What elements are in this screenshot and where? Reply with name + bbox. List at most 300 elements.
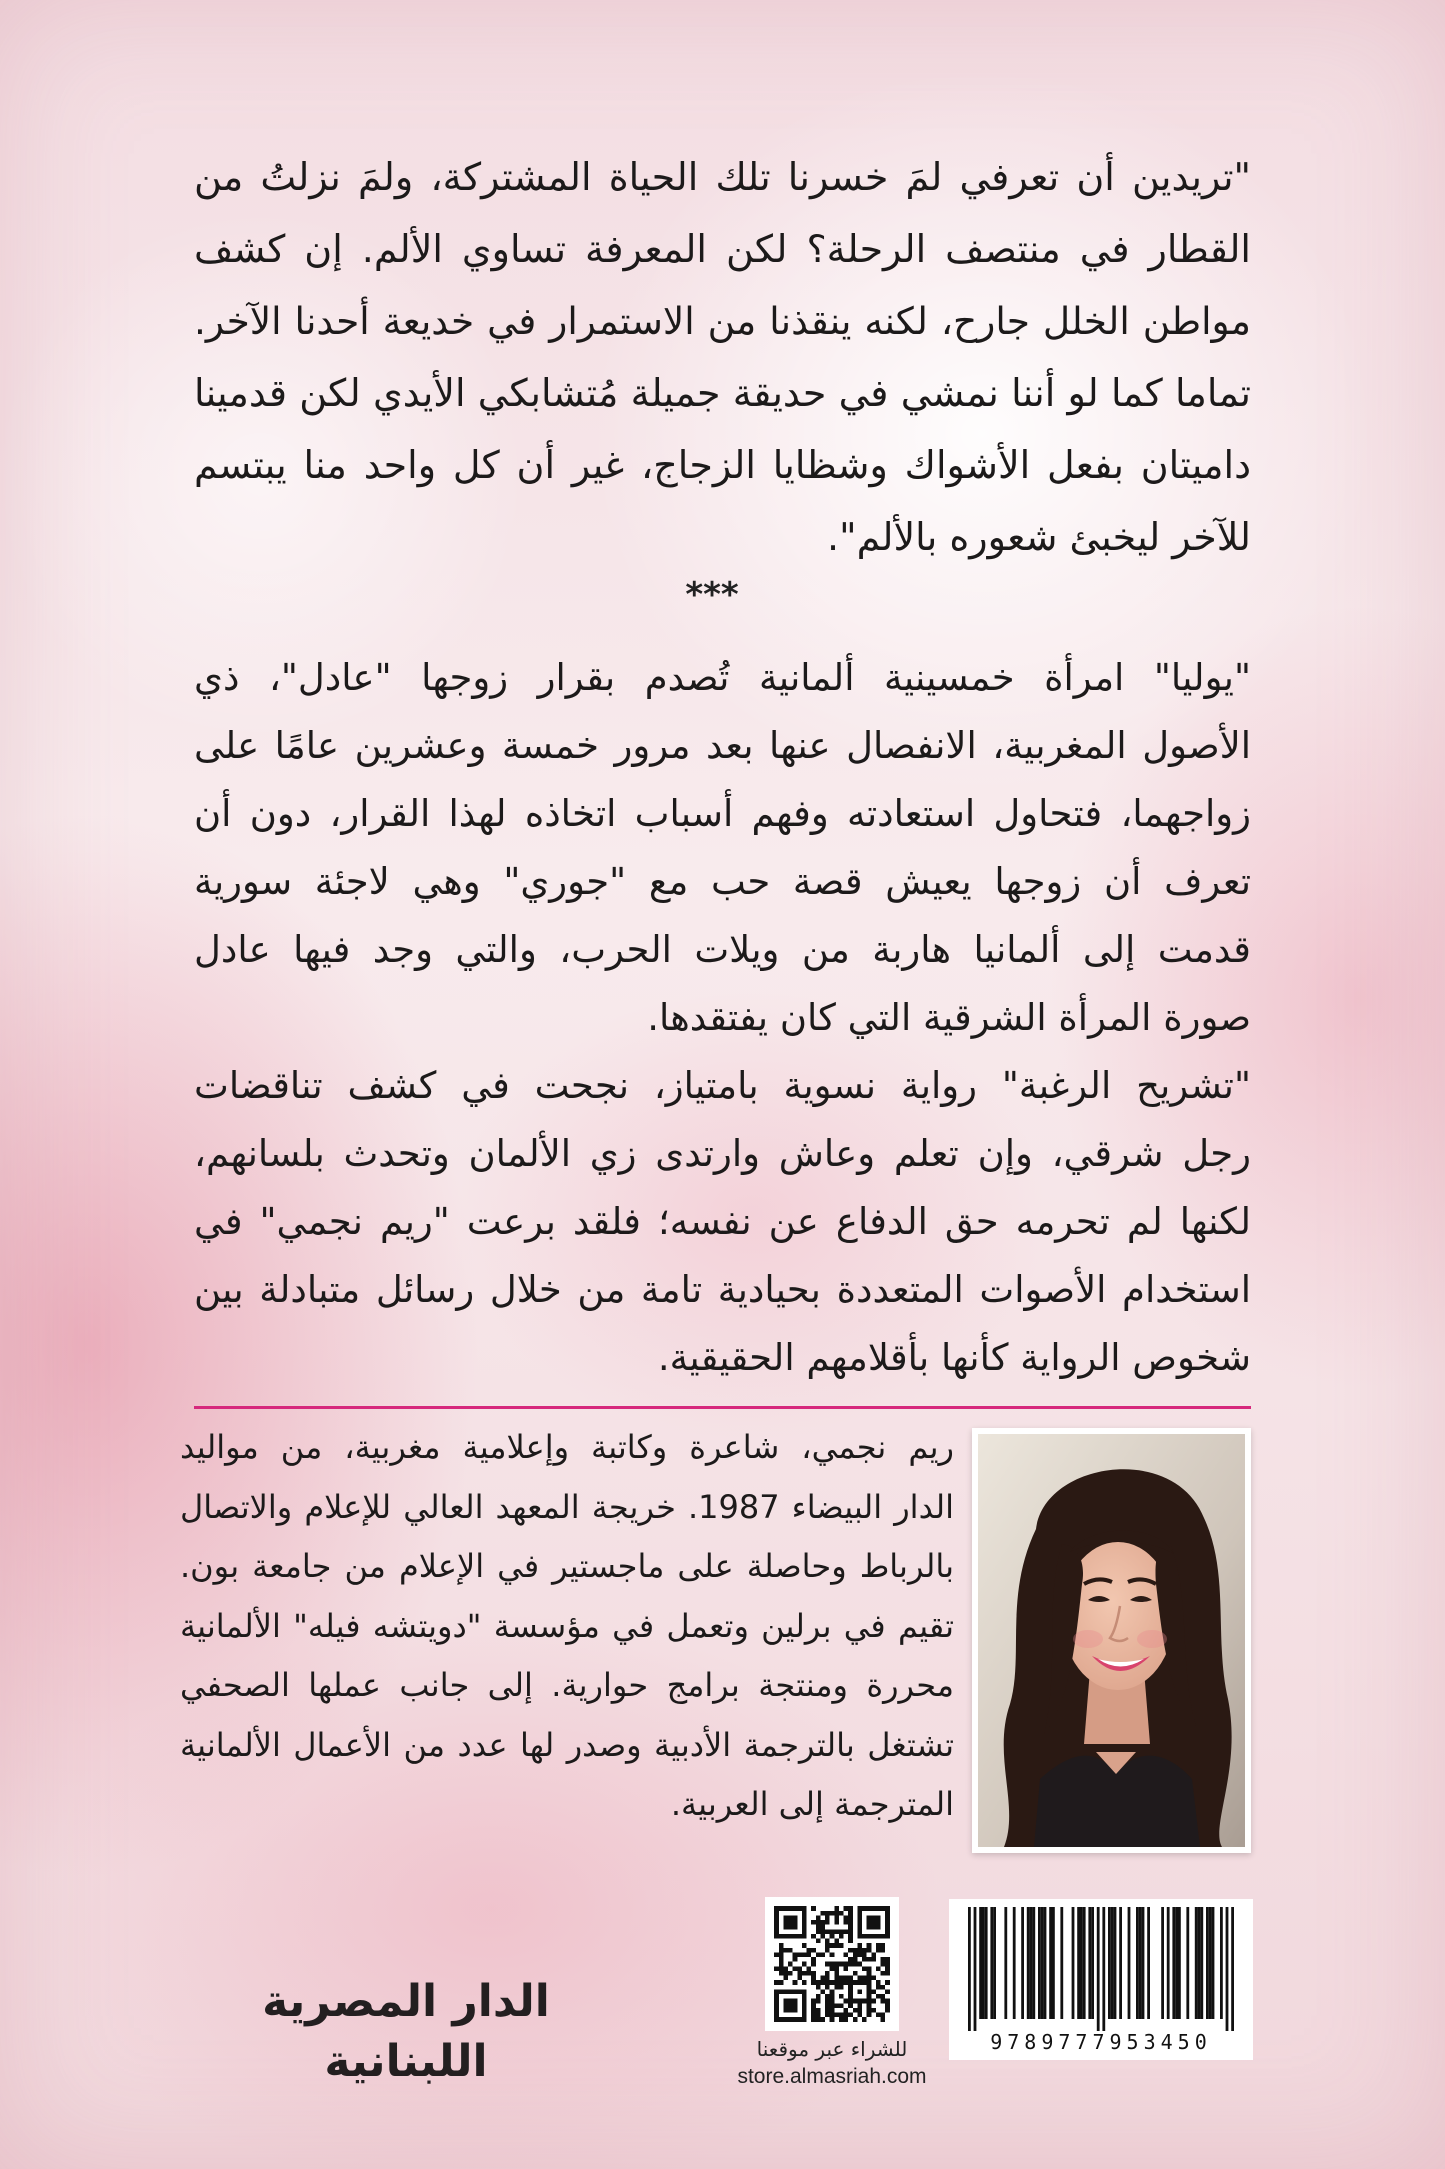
qr-module <box>825 1939 830 1944</box>
barcode-bar <box>1111 1907 1114 2019</box>
qr-module <box>881 1985 886 1990</box>
qr-module <box>881 1943 886 1948</box>
qr-module <box>779 1971 784 1976</box>
qr-module <box>816 2008 821 2013</box>
qr-module <box>820 1934 825 1939</box>
barcode-bar <box>1038 1907 1041 2019</box>
qr-module <box>830 2008 835 2013</box>
qr-module <box>802 1962 807 1967</box>
qr-module <box>779 1966 784 1971</box>
qr-module <box>848 1920 853 1925</box>
qr-module <box>839 1976 844 1981</box>
qr-module <box>853 1952 858 1957</box>
review-line: "تشريح الرغبة" رواية نسوية بامتياز، نجحت في كشف تناقضات <box>194 1064 1251 1107</box>
qr-module <box>830 1952 835 1957</box>
qr-module <box>834 1939 839 1944</box>
qr-module <box>857 2013 862 2018</box>
qr-module <box>844 2013 849 2018</box>
synopsis-line: "يوليا" امرأة خمسينية ألمانية تُصدم بقرار زوجها "عادل"، ذي <box>194 656 1251 699</box>
qr-module <box>853 1957 858 1962</box>
qr-module <box>825 1999 830 2004</box>
qr-module <box>834 1985 839 1990</box>
qr-module <box>783 1915 797 1929</box>
qr-module <box>862 2017 867 2022</box>
bio-line: محررة ومنتجة برامج حوارية. إلى جانب عملها الصحفي <box>180 1666 954 1704</box>
bio-line: تشتغل بالترجمة الأدبية وصدر لها عدد من الأعمال الألمانية <box>180 1725 954 1764</box>
synopsis-line: صورة المرأة الشرقية التي كان يفتقدها. <box>647 996 1251 1039</box>
qr-module <box>783 1948 788 1953</box>
qr-module <box>793 1952 798 1957</box>
qr-module <box>779 1962 784 1967</box>
barcode-bar <box>985 1907 988 2019</box>
barcode-bar <box>1119 1907 1122 2019</box>
qr-module <box>825 1948 830 1953</box>
qr-module <box>881 2013 886 2018</box>
qr-module <box>885 1966 890 1971</box>
qr-module <box>871 1976 876 1981</box>
qr-module <box>867 1957 872 1962</box>
barcode-bar <box>1175 1907 1178 2019</box>
barcode-bar <box>990 1907 993 2019</box>
qr-module <box>830 1929 835 1934</box>
qr-module <box>834 1920 839 1925</box>
qr-module <box>816 1994 821 1999</box>
qr-module <box>811 2008 816 2013</box>
barcode-bar <box>1021 1907 1024 2019</box>
qr-module <box>825 1943 830 1948</box>
barcode-bar <box>1226 1907 1229 2031</box>
barcode-bar <box>1161 1907 1164 2019</box>
qr-module <box>788 1948 793 1953</box>
qr-module <box>820 2017 825 2022</box>
qr-module <box>779 1948 784 1953</box>
qr-module <box>867 1976 872 1981</box>
qr-module <box>885 2008 890 2013</box>
qr-module <box>834 1966 839 1971</box>
qr-module <box>881 2017 886 2022</box>
qr-module <box>783 1976 788 1981</box>
qr-module <box>871 1957 876 1962</box>
barcode-bar <box>1114 1907 1117 2019</box>
barcode-bar <box>1072 1907 1075 2019</box>
barcode-bar <box>1172 1907 1175 2019</box>
qr-module <box>830 1994 835 1999</box>
author-portrait <box>978 1434 1245 1847</box>
qr-module <box>885 1962 890 1967</box>
qr-module <box>857 1962 862 1967</box>
qr-module <box>844 2017 849 2022</box>
qr-module <box>862 1952 867 1957</box>
qr-module <box>820 1976 825 1981</box>
barcode-bar <box>1044 1907 1047 2019</box>
barcode-bar <box>1206 1907 1209 2019</box>
qr-module <box>885 1999 890 2004</box>
qr-module <box>881 1971 886 1976</box>
qr-module <box>816 1985 821 1990</box>
qr-module <box>820 1980 825 1985</box>
qr-module <box>802 1943 807 1948</box>
barcode-bar <box>1147 1907 1150 2019</box>
qr-module <box>825 1929 830 1934</box>
qr-module <box>876 1943 881 1948</box>
quote-paragraph <box>194 141 1251 573</box>
qr-module <box>797 1952 802 1957</box>
qr-module <box>862 1966 867 1971</box>
qr-module <box>830 1943 835 1948</box>
qr-module <box>848 1929 853 1934</box>
qr-module <box>839 1980 844 1985</box>
qr-module <box>881 1994 886 1999</box>
barcode-bar <box>1128 1907 1131 2019</box>
qr-module <box>825 2003 830 2008</box>
barcode-bar <box>1097 1907 1100 2031</box>
bio-line: بالرباط وحاصلة على ماجستير في الإعلام من جامعة بون. <box>180 1547 954 1585</box>
synopsis-line: الأصول المغربية، الانفصال عنها بعد مرور خمسة وعشرين عامًا على <box>194 724 1251 767</box>
qr-module <box>834 1980 839 1985</box>
qr-module <box>820 1925 825 1930</box>
bio-line: الدار البيضاء 1987. خريجة المعهد العالي للإعلام والاتصال <box>180 1487 954 1526</box>
barcode-bar <box>1091 1907 1094 2019</box>
qr-module <box>862 1976 867 1981</box>
qr-module <box>830 1966 835 1971</box>
qr-module <box>871 1989 876 1994</box>
quote-line: القطار في منتصف الرحلة؟ لكن المعرفة تساوي الألم. إن كشف <box>194 227 1251 271</box>
qr-module <box>830 2013 835 2018</box>
qr-module <box>811 1948 816 1953</box>
barcode-bar <box>1049 1907 1052 2019</box>
barcode-bar <box>1060 1907 1063 2019</box>
qr-module <box>848 1948 853 1953</box>
barcode-bar <box>1041 1907 1044 2019</box>
cheek-right <box>1137 1630 1167 1648</box>
quote-line: للآخر ليخبئ شعوره بالألم". <box>827 515 1251 559</box>
qr-module <box>871 1952 876 1957</box>
qr-module <box>867 1943 872 1948</box>
qr-module <box>867 2003 872 2008</box>
qr-module <box>783 1966 788 1971</box>
synopsis-line: قدمت إلى ألمانيا هاربة من ويلات الحرب، والتي وجد فيها عادل <box>194 928 1251 971</box>
qr-module <box>830 2017 835 2022</box>
qr-module <box>811 1957 816 1962</box>
qr-module <box>811 1980 816 1985</box>
qr-module <box>867 1966 872 1971</box>
barcode-bar <box>974 1907 977 2031</box>
qr-module <box>807 1948 812 1953</box>
qr-module <box>857 1943 862 1948</box>
qr-module <box>811 1999 816 2004</box>
qr-module <box>839 1929 844 1934</box>
qr-module <box>839 1911 844 1916</box>
qr-module <box>825 2008 830 2013</box>
qr-module <box>793 1957 798 1962</box>
qr-module <box>811 2013 816 2018</box>
qr-module <box>820 1929 825 1934</box>
qr-module <box>816 1952 821 1957</box>
qr-module <box>834 1911 839 1916</box>
qr-module <box>807 1952 812 1957</box>
qr-module <box>857 1989 862 1994</box>
barcode-bar <box>993 1907 996 2019</box>
qr-module <box>825 1985 830 1990</box>
qr-module <box>825 1920 830 1925</box>
barcode-bar <box>1139 1907 1142 2019</box>
qr-module <box>830 2003 835 2008</box>
qr-module <box>779 1980 784 1985</box>
barcode-bar <box>1102 1907 1105 2031</box>
qr-module <box>830 1962 835 1967</box>
qr-module <box>802 1980 807 1985</box>
qr-module <box>816 2017 821 2022</box>
qr-module <box>853 1971 858 1976</box>
qr-module <box>844 1906 849 1911</box>
barcode-bar <box>1186 1907 1189 2019</box>
qr-module <box>797 1966 802 1971</box>
barcode-bar <box>1004 1907 1007 2019</box>
quote-line: تماما كما لو أننا نمشي في حديقة جميلة مُتشابكي الأيدي لكن قدمينا <box>194 371 1251 415</box>
qr-code <box>765 1897 899 2031</box>
barcode-bar <box>979 1907 982 2019</box>
qr-module <box>797 1971 802 1976</box>
store-url: store.almasriah.com <box>737 2065 927 2088</box>
qr-module <box>848 1976 853 1981</box>
synopsis-line: تعرف أن زوجها يعيش قصة حب مع "جوري" وهي لاجئة سورية <box>194 860 1251 903</box>
bio-line: ريم نجمي، شاعرة وكاتبة وإعلامية مغربية، من مواليد <box>180 1428 954 1466</box>
barcode-number: 9789777953450 <box>990 2030 1212 2054</box>
qr-module <box>802 1971 807 1976</box>
qr-module <box>867 2008 872 2013</box>
qr-module <box>844 1929 849 1934</box>
qr-module <box>774 1980 779 1985</box>
bio-line: المترجمة إلى العربية. <box>670 1785 954 1823</box>
section-separator: *** <box>685 575 739 615</box>
qr-module <box>793 1966 798 1971</box>
barcode-bar <box>1032 1907 1035 2019</box>
qr-module <box>834 1943 839 1948</box>
qr-module <box>876 1985 881 1990</box>
qr-module <box>876 1966 881 1971</box>
qr-module <box>853 1948 858 1953</box>
review-line: لكنها لم تحرمه حق الدفاع عن نفسه؛ فلقد برعت "ريم نجمي" في <box>194 1200 1251 1243</box>
qr-module <box>848 1915 853 1920</box>
qr-module <box>830 1989 835 1994</box>
qr-module <box>848 2003 853 2008</box>
qr-module <box>811 1906 816 1911</box>
barcode-bar <box>1198 1907 1201 2019</box>
qr-module <box>834 2013 839 2018</box>
qr-module <box>825 1962 830 1967</box>
qr-module <box>857 1976 862 1981</box>
author-photo <box>972 1428 1251 1853</box>
qr-module <box>816 1915 821 1920</box>
barcode-bar <box>1077 1907 1080 2019</box>
qr-module <box>834 1976 839 1981</box>
qr-module <box>783 1999 797 2013</box>
qr-module <box>876 1980 881 1985</box>
qr-module <box>881 1948 886 1953</box>
qr-module <box>867 1948 872 1953</box>
qr-module <box>816 1929 821 1934</box>
qr-module <box>844 1980 849 1985</box>
qr-module <box>825 2013 830 2018</box>
qr-module <box>885 2003 890 2008</box>
barcode-bar <box>1231 1907 1234 2031</box>
qr-module <box>834 1915 839 1920</box>
qr-module <box>862 1948 867 1953</box>
qr-module <box>867 1971 872 1976</box>
synopsis-line: زواجهما، فتحاول استعادته وفهم أسباب اتخاذه لهذا القرار، دون أن <box>194 792 1251 835</box>
qr-module <box>834 2003 839 2008</box>
qr-module <box>834 1929 839 1934</box>
qr-module <box>876 1948 881 1953</box>
qr-module <box>839 1985 844 1990</box>
qr-module <box>834 1971 839 1976</box>
qr-module <box>797 1976 802 1981</box>
qr-module <box>885 1957 890 1962</box>
barcode-bar <box>982 1907 985 2019</box>
review-line: شخوص الرواية كأنها بأقلامهم الحقيقية. <box>657 1336 1251 1379</box>
qr-module <box>839 1994 844 1999</box>
qr-module <box>811 1971 816 1976</box>
qr-module <box>881 1957 886 1962</box>
qr-module <box>825 1980 830 1985</box>
qr-module <box>839 2003 844 2008</box>
synopsis <box>194 644 1251 1392</box>
qr-module <box>811 1976 816 1981</box>
qr-module <box>844 1966 849 1971</box>
isbn-barcode <box>949 1899 1253 2060</box>
qr-module <box>811 2017 816 2022</box>
qr-module <box>793 1980 798 1985</box>
qr-module <box>844 1976 849 1981</box>
qr-module <box>848 1962 853 1967</box>
cheek-left <box>1073 1630 1103 1648</box>
barcode-bar <box>1178 1907 1181 2019</box>
qr-module <box>811 1934 816 1939</box>
qr-module <box>848 2013 853 2018</box>
barcode-bar <box>1027 1907 1030 2019</box>
qr-module <box>857 1952 862 1957</box>
qr-module <box>825 1976 830 1981</box>
qr-module <box>871 1999 876 2004</box>
qr-module <box>816 2013 821 2018</box>
barcode-bar <box>1212 1907 1215 2019</box>
barcode-bar <box>1142 1907 1145 2019</box>
barcode-bar <box>1052 1907 1055 2019</box>
qr-module <box>885 1989 890 1994</box>
qr-module <box>811 1920 816 1925</box>
qr-module <box>802 1952 807 1957</box>
qr-module <box>853 1962 858 1967</box>
qr-module <box>871 2008 876 2013</box>
qr-module <box>853 2017 858 2022</box>
qr-module <box>779 1943 784 1948</box>
qr-module <box>834 1906 839 1911</box>
qr-module <box>830 1980 835 1985</box>
barcode-bar <box>1220 1907 1223 2019</box>
quote-line: مواطن الخلل جارح، لكنه ينقذنا من الاستمرار في خديعة أحدنا الآخر. <box>194 299 1251 343</box>
qr-module <box>857 2003 862 2008</box>
review-line: رجل شرقي، وإن تعلم وعاش وارتدى زي الألمان وتحدث بلسانهم، <box>194 1132 1251 1175</box>
barcode-bar <box>1200 1907 1203 2019</box>
barcode-bar <box>1013 1907 1016 2019</box>
qr-module <box>816 1939 821 1944</box>
qr-module <box>867 2013 872 2018</box>
qr-module <box>774 1952 779 1957</box>
qr-module <box>820 1920 825 1925</box>
qr-module <box>834 1962 839 1967</box>
qr-module <box>816 1999 821 2004</box>
accent-rule <box>194 1406 1251 1409</box>
qr-module <box>848 1925 853 1930</box>
qr-module <box>811 2003 816 2008</box>
qr-module <box>811 1962 816 1967</box>
barcode-bar <box>1167 1907 1170 2019</box>
qr-module <box>844 1915 849 1920</box>
qr-module <box>857 1948 862 1953</box>
qr-module <box>839 1962 844 1967</box>
qr-module <box>881 1999 886 2004</box>
qr-module <box>830 1911 835 1916</box>
qr-module <box>844 1999 849 2004</box>
barcode-bar <box>1195 1907 1198 2019</box>
qr-module <box>848 1957 853 1962</box>
barcode-bar <box>1080 1907 1083 2019</box>
qr-module <box>839 2017 844 2022</box>
qr-module <box>876 1994 881 1999</box>
qr-module <box>844 1962 849 1967</box>
qr-module <box>848 1934 853 1939</box>
qr-module <box>830 1999 835 2004</box>
quote-line: داميتان بفعل الأشواك وشظايا الزجاج، غير أن كل واحد منا يبتسم <box>194 443 1251 487</box>
qr-module <box>825 1915 830 1920</box>
qr-module <box>779 1957 784 1962</box>
quote-line: "تريدين أن تعرفي لمَ خسرنا تلك الحياة المشتركة، ولمَ نزلتُ من <box>194 155 1251 199</box>
barcode-bar <box>1083 1907 1086 2019</box>
qr-module <box>839 2013 844 2018</box>
qr-module <box>825 1994 830 1999</box>
qr-module <box>848 1911 853 1916</box>
barcode-bar <box>968 1907 971 2031</box>
author-bio <box>180 1418 954 1835</box>
qr-module <box>820 1952 825 1957</box>
qr-module <box>816 1920 821 1925</box>
qr-module <box>848 1906 853 1911</box>
qr-module <box>885 1971 890 1976</box>
qr-module <box>881 1962 886 1967</box>
qr-module <box>783 1971 788 1976</box>
qr-module <box>848 1939 853 1944</box>
qr-code-graphic <box>765 1897 899 2031</box>
qr-module <box>807 1966 812 1971</box>
qr-module <box>807 1971 812 1976</box>
qr-module <box>844 1920 849 1925</box>
qr-module <box>779 1952 784 1957</box>
qr-module <box>876 2013 881 2018</box>
qr-module <box>816 1980 821 1985</box>
qr-module <box>844 2008 849 2013</box>
qr-module <box>862 1957 867 1962</box>
barcode-bar <box>1108 1907 1111 2019</box>
review-line: استخدام الأصوات المتعددة بحيادية تامة من خلال رسائل متبادلة بين <box>194 1268 1251 1311</box>
qr-module <box>816 1925 821 1930</box>
qr-module <box>788 1971 793 1976</box>
publisher-logo: الدار المصرية اللبنانية <box>262 1976 550 2087</box>
qr-module <box>885 1980 890 1985</box>
bio-line: تقيم في برلين وتعمل في مؤسسة "دويتشه فيله" الألمانية <box>180 1606 954 1645</box>
qr-module <box>820 1989 825 1994</box>
barcode-bar <box>1209 1907 1212 2019</box>
qr-module <box>867 1915 881 1929</box>
